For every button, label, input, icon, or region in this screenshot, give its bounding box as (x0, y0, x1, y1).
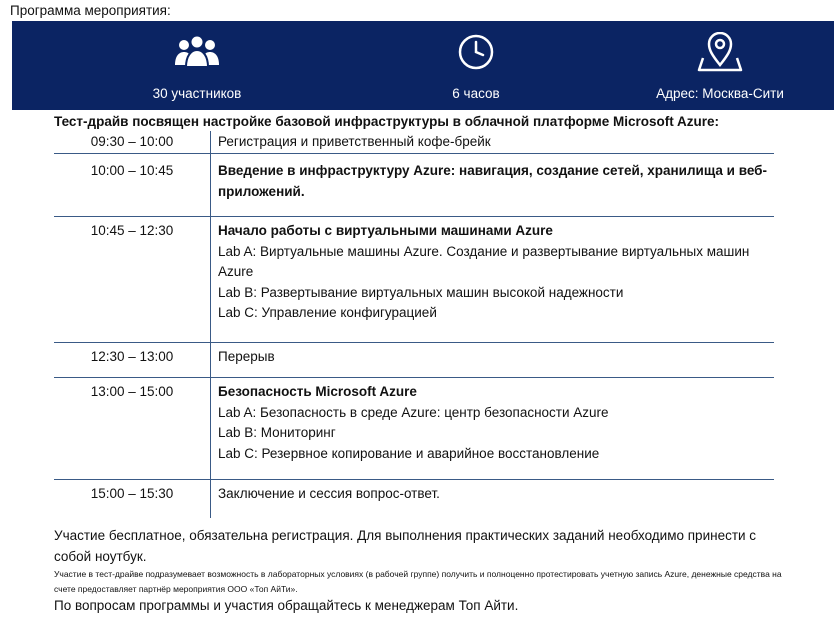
schedule-block (211, 217, 775, 343)
schedule-title: Безопасность Microsoft Azure (218, 384, 417, 399)
schedule-title: Заключение и сессия вопрос-ответ. (211, 480, 775, 519)
participants-stat (97, 21, 297, 110)
page-heading: Программа мероприятия: (10, 3, 171, 18)
registration-note: Участие бесплатное, обязательна регистрация. Для выполнения практических заданий необходимо принести с собой ноутбук. (54, 528, 757, 564)
schedule-row (54, 480, 774, 519)
schedule-title: Перерыв (211, 343, 775, 378)
schedule-row (54, 343, 774, 378)
schedule-title: Начало работы с виртуальными машинами Azure (218, 223, 553, 238)
schedule-time: 12:30 – 13:00 (54, 343, 211, 378)
duration-label: 6 часов (452, 86, 500, 101)
schedule-time: 10:00 – 10:45 (54, 154, 211, 217)
schedule-title: Регистрация и приветственный кофе-брейк (211, 131, 775, 154)
schedule-title-bold (211, 154, 775, 217)
schedule-row (54, 131, 774, 154)
schedule-block (211, 378, 775, 480)
people-icon (173, 32, 221, 73)
fine-print: Участие в тест-драйве подразумевает возможность в лабораторных условиях (в рабочей группе) получить и полноценно протестировать учетную запись Azure, денежные средства на счете предоставляет партнёр мероприятия ООО «Топ АйТи». (54, 569, 782, 594)
duration-stat (376, 21, 576, 110)
map-pin-icon (697, 32, 743, 77)
lab-item: Lab B: Развертывание виртуальных машин высокой надежности (218, 284, 624, 300)
lab-item: Lab A: Безопасность в среде Azure: центр безопасности Azure (218, 404, 609, 420)
schedule-time: 15:00 – 15:30 (90, 486, 174, 501)
info-banner (12, 21, 834, 110)
schedule-time: 10:45 – 12:30 (54, 217, 211, 343)
address-stat (620, 21, 820, 110)
intro-text: Тест-драйв посвящен настройке базовой инфраструктуры в облачной платформе Microsoft Azure: (54, 114, 720, 129)
lab-item: Lab C: Управление конфигурацией (218, 305, 437, 320)
lab-item: Lab C: Резервное копирование и аварийное восстановление (218, 445, 600, 461)
lab-item: Lab A: Виртуальные машины Azure. Создание и развертывание виртуальных машин Azure (218, 243, 750, 279)
participants-label: 30 участников (152, 86, 242, 101)
schedule-table (54, 131, 774, 518)
schedule-title: Введение в инфраструктуру Azure: навигация, создание сетей, хранилища и веб-приложений. (218, 163, 767, 199)
clock-icon (457, 33, 495, 76)
address-label: Адрес: Москва-Сити (656, 86, 784, 101)
schedule-row (54, 378, 774, 480)
contact-note: По вопросам программы и участия обращайтесь к менеджерам Топ Айти. (54, 598, 519, 613)
schedule-row (54, 217, 774, 343)
schedule-time: 09:30 – 10:00 (54, 131, 211, 154)
schedule-time: 13:00 – 15:00 (54, 378, 211, 480)
lab-item: Lab B: Мониторинг (218, 425, 336, 440)
schedule-row (54, 154, 774, 217)
